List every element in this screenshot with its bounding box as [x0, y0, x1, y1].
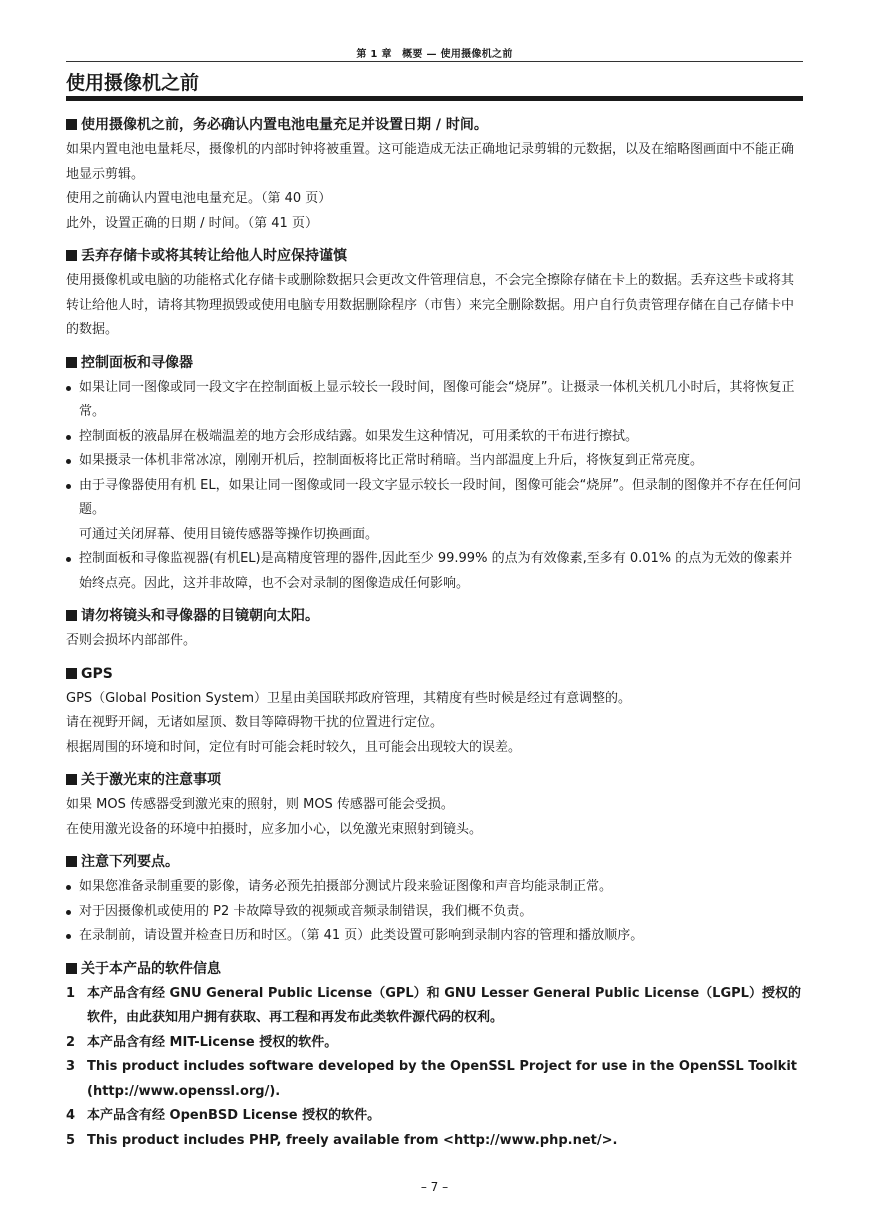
running-header: 第 1 章 概要 — 使用摄像机之前	[356, 49, 513, 60]
square-bullet-icon	[66, 119, 77, 130]
bullet-dot-icon	[66, 885, 71, 890]
numbered-item: 5 This product includes PHP, freely available from <http://www.php.net/>.	[66, 1132, 618, 1148]
bullet-dot-icon	[66, 934, 71, 939]
section-heading: 关于本产品的软件信息	[66, 959, 803, 979]
paragraph: 使用之前确认内置电池电量充足。（第 40 页）	[66, 191, 332, 206]
bullet-item: 对于因摄像机或使用的 P2 卡故障导致的视频或音频录制错误，我们概不负责。	[66, 900, 803, 925]
paragraph: 否则会损坏内部部件。	[66, 633, 197, 648]
bullet-dot-icon	[66, 386, 71, 391]
square-bullet-icon	[66, 668, 77, 679]
bullet-dot-icon	[66, 435, 71, 440]
paragraph: GPS（Global Position System）卫星由美国联邦政府管理，其精度有些时候是经过有意调整的。	[66, 690, 631, 706]
bullet-dot-icon	[66, 557, 71, 562]
paragraph: 如果 MOS 传感器受到激光束的照射，则 MOS 传感器可能会受损。	[66, 797, 454, 812]
section-memory-card-disposal	[66, 246, 803, 343]
section-control-panel-viewfinder	[66, 353, 803, 597]
section-heading: 控制面板和寻像器	[66, 353, 803, 373]
bullet-item: 控制面板和寻像监视器(有机EL)是高精度管理的器件,因此至少 99.99% 的点为有效像素,至多有 0.01% 的点为无效的像素并始终点亮。因此，这并非故障，也不会对录制的图像造成任何影响。	[66, 547, 803, 596]
title-underline-bar	[66, 96, 803, 101]
square-bullet-icon	[66, 774, 77, 785]
header-rule	[66, 61, 803, 62]
section-gps	[66, 664, 803, 761]
bullet-item: 如果让同一图像或同一段文字在控制面板上显示较长一段时间，图像可能会“烧屏”。让摄录一体机关机几小时后，其将恢复正常。	[66, 376, 803, 425]
section-heading: 关于激光束的注意事项	[66, 770, 803, 790]
bullet-item: 如果您准备录制重要的影像，请务必预先拍摄部分测试片段来验证图像和声音均能录制正常。	[66, 875, 803, 900]
square-bullet-icon	[66, 963, 77, 974]
numbered-item: 3 This product includes software developed by the OpenSSL Project for use in the OpenSSL Toolkit (http://www.openssl.org/).	[66, 1059, 797, 1099]
paragraph: 此外，设置正确的日期 / 时间。（第 41 页）	[66, 215, 318, 231]
numbered-item: 4 本产品含有经 OpenBSD License 授权的软件。	[66, 1108, 381, 1123]
bullet-dot-icon	[66, 484, 71, 489]
paragraph: 使用摄像机或电脑的功能格式化存储卡或删除数据只会更改文件管理信息，不会完全擦除存储在卡上的数据。丢弃这些卡或将其转让给他人时，请将其物理损毁或使用电脑专用数据删除程序（市售）来完全删除数据。用户自行负责管理存储在自己存储卡中的数据。	[66, 273, 795, 337]
page-number: – 7 –	[420, 1180, 449, 1194]
square-bullet-icon	[66, 856, 77, 867]
bullet-item: 控制面板的液晶屏在极端温差的地方会形成结露。如果发生这种情况，可用柔软的干布进行擦拭。	[66, 425, 803, 450]
section-heading: 使用摄像机之前，务必确认内置电池电量充足并设置日期 / 时间。	[66, 115, 803, 135]
section-notes	[66, 852, 803, 949]
numbered-item: 1 本产品含有经 GNU General Public License（GPL）和 GNU Lesser General Public License（LGPL）授权的软件，由此获知用户拥有获取、再工程和再发布此类软件源代码的权利。	[66, 985, 801, 1025]
square-bullet-icon	[66, 250, 77, 261]
page-title: 使用摄像机之前	[66, 72, 200, 94]
bullet-item: 如果摄录一体机非常冰凉，刚刚开机后，控制面板将比正常时稍暗。当内部温度上升后，将恢复到正常亮度。	[66, 449, 803, 474]
paragraph: 如果内置电池电量耗尽，摄像机的内部时钟将被重置。这可能造成无法正确地记录剪辑的元数据，以及在缩略图画面中不能正确地显示剪辑。	[66, 142, 795, 182]
section-heading: 丢弃存储卡或将其转让给他人时应保持谨慎	[66, 246, 803, 266]
numbered-item: 2 本产品含有经 MIT-License 授权的软件。	[66, 1034, 338, 1050]
paragraph: 根据周围的环境和时间，定位有时可能会耗时较久，且可能会出现较大的误差。	[66, 739, 522, 755]
bullet-dot-icon	[66, 459, 71, 464]
bullet-item: 在录制前，请设置并检查日历和时区。（第 41 页）此类设置可影响到录制内容的管理和播放顺序。	[66, 924, 803, 949]
section-software-info	[66, 959, 803, 1154]
bullet-item: 由于寻像器使用有机 EL，如果让同一图像或同一段文字显示较长一段时间，图像可能会“烧屏”。但录制的图像并不存在任何问题。 可通过关闭屏幕、使用目镜传感器等操作切换画面。	[66, 474, 803, 548]
section-sun-warning	[66, 606, 803, 654]
square-bullet-icon	[66, 357, 77, 368]
paragraph: 请在视野开阔，无诸如屋顶、数目等障碍物干扰的位置进行定位。	[66, 715, 444, 730]
bullet-sub-note: 可通过关闭屏幕、使用目镜传感器等操作切换画面。	[79, 526, 379, 542]
page-content	[66, 115, 803, 1163]
section-heading: 注意下列要点。	[66, 852, 803, 872]
bullet-dot-icon	[66, 910, 71, 915]
section-laser-caution	[66, 770, 803, 842]
section-battery-datetime	[66, 115, 803, 236]
section-heading: GPS	[66, 664, 803, 684]
square-bullet-icon	[66, 610, 77, 621]
paragraph: 在使用激光设备的环境中拍摄时，应多加小心，以免激光束照射到镜头。	[66, 821, 483, 837]
section-heading: 请勿将镜头和寻像器的目镜朝向太阳。	[66, 606, 803, 626]
